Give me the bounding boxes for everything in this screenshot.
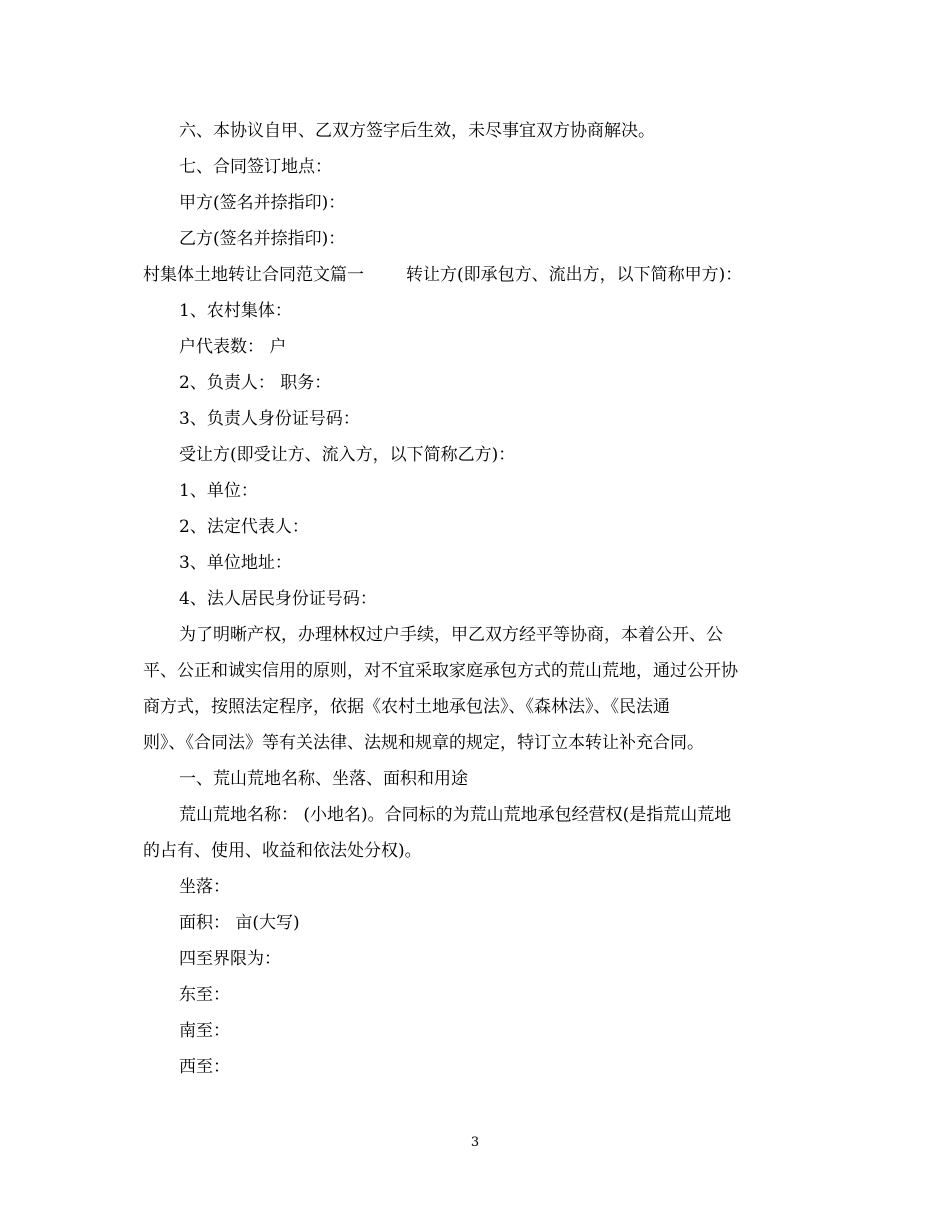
purpose-paragraph xyxy=(143,617,803,761)
list-item: 1、农村集体： xyxy=(179,301,292,321)
list-item: 户代表数： 户 xyxy=(179,337,287,357)
list-item: 2、负责人： 职务： xyxy=(179,373,332,393)
contract-title: 村集体土地转让合同范文篇一 xyxy=(143,265,364,285)
contract-heading-line xyxy=(143,257,803,293)
paragraph-line: 为了明晰产权，办理林权过户手续，甲乙双方经平等协商，本着公开、公 xyxy=(179,625,723,645)
party-a-signature: 甲方(签名并捺指印)： xyxy=(179,193,346,213)
land-name-paragraph xyxy=(143,797,803,869)
party-b-signature: 乙方(签名并捺指印)： xyxy=(179,229,346,249)
transferee-label: 受让方(即受让方、流入方，以下简称乙方)： xyxy=(179,445,516,465)
paragraph-line: 商方式，按照法定程序，依据《农村土地承包法》、《森林法》、《民法通 xyxy=(143,697,670,717)
east-boundary-field: 东至： xyxy=(179,985,230,1005)
clause-six: 六、本协议自甲、乙双方签字后生效，未尽事宜双方协商解决。 xyxy=(179,121,655,141)
list-item: 2、法定代表人： xyxy=(179,517,309,537)
paragraph-line: 荒山荒地名称： (小地名)。合同标的为荒山荒地承包经营权(是指荒山荒地 xyxy=(179,805,732,825)
location-field: 坐落： xyxy=(179,877,230,897)
list-item: 1、单位： xyxy=(179,481,258,501)
section-one-title: 一、荒山荒地名称、坐落、面积和用途 xyxy=(179,769,468,789)
paragraph-line: 的占有、使用、收益和依法处分权)。 xyxy=(143,841,422,861)
page-number: 3 xyxy=(470,1135,480,1150)
area-field: 面积： 亩(大写) xyxy=(179,913,300,933)
list-item: 3、单位地址： xyxy=(179,553,292,573)
transferor-label: 转让方(即承包方、流出方，以下简称甲方)： xyxy=(406,265,743,285)
clause-seven: 七、合同签订地点： xyxy=(179,157,332,177)
list-item: 3、负责人身份证号码： xyxy=(179,409,360,429)
boundaries-field: 四至界限为： xyxy=(179,949,281,969)
paragraph-line: 平、公正和诚实信用的原则，对不宜采取家庭承包方式的荒山荒地，通过公开协 xyxy=(143,661,738,681)
west-boundary-field: 西至： xyxy=(179,1057,230,1077)
paragraph-line: 则》、《合同法》等有关法律、法规和规章的规定，特订立本转让补充合同。 xyxy=(143,733,704,753)
document-body xyxy=(143,113,803,1085)
south-boundary-field: 南至： xyxy=(179,1021,230,1041)
list-item: 4、法人居民身份证号码： xyxy=(179,589,377,609)
